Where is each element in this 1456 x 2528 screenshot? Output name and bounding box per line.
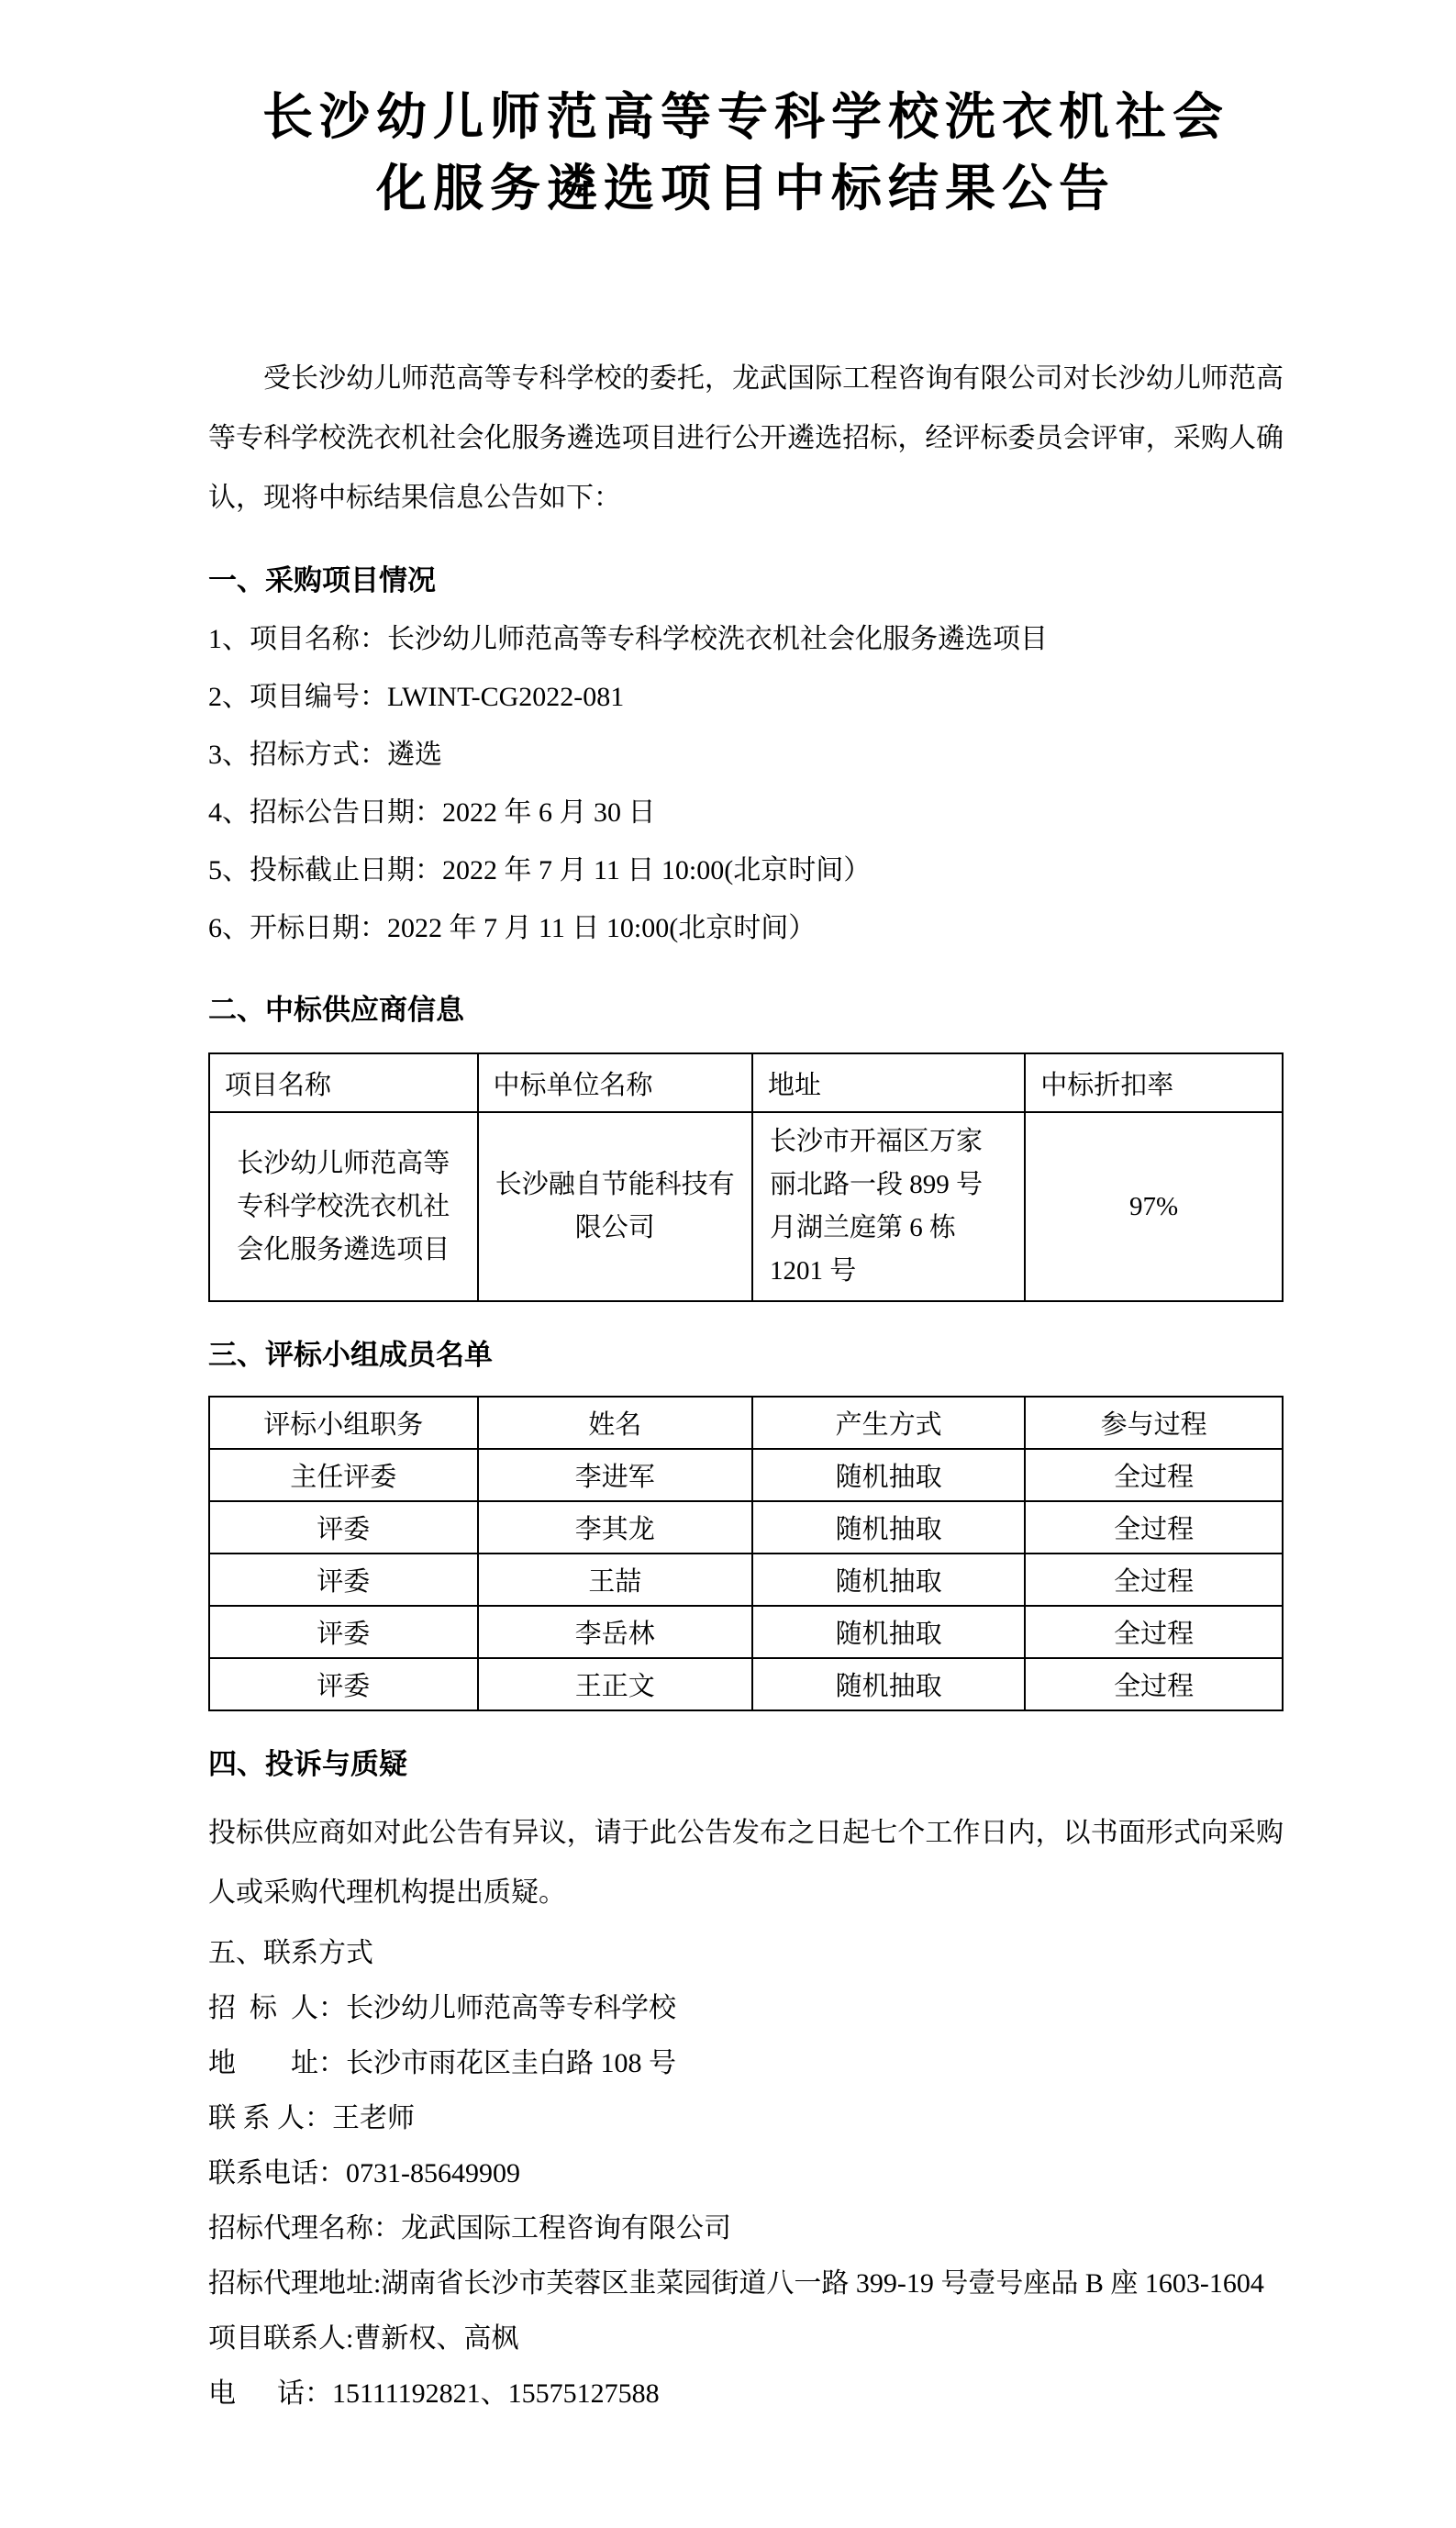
cell-role: 评委 <box>209 1554 478 1606</box>
table-header-row <box>209 1397 1283 1449</box>
contact-tenderer-address: 地 址：长沙市雨花区圭白路 108 号 <box>208 2048 676 2078</box>
cell-method: 随机抽取 <box>752 1554 1025 1606</box>
cell-participation: 全过程 <box>1025 1449 1283 1501</box>
cell-winner-name: 长沙融自节能科技有限公司 <box>478 1112 753 1301</box>
cell-participation: 全过程 <box>1025 1606 1283 1658</box>
cell-discount-rate: 97% <box>1025 1112 1283 1301</box>
winning-supplier-table <box>208 1052 1284 1302</box>
cell-address: 长沙市开福区万家丽北路一段 899 号月湖兰庭第 6 栋 1201 号 <box>752 1112 1025 1301</box>
committee-table <box>208 1396 1284 1711</box>
document-title-line-1: 长沙幼儿师范高等专科学校洗衣机社会 <box>261 88 1229 145</box>
procurement-items <box>208 610 1284 957</box>
cell-name: 李岳林 <box>478 1606 753 1658</box>
table-row <box>209 1606 1283 1658</box>
section-heading-complaints: 四、投诉与质疑 <box>208 1748 407 1780</box>
contact-person: 联 系 人：王老师 <box>208 2103 415 2133</box>
item-project-name: 1、项目名称：长沙幼儿师范高等专科学校洗衣机社会化服务遴选项目 <box>208 624 1048 654</box>
cell-participation: 全过程 <box>1025 1501 1283 1554</box>
item-announcement-date: 4、招标公告日期：2022 年 6 月 30 日 <box>208 797 656 828</box>
complaints-paragraph: 投标供应商如对此公告有异议，请于此公告发布之日起七个工作日内，以书面形式向采购人或采购代理机构提出质疑。 <box>208 1818 1284 1908</box>
header-discount-rate: 中标折扣率 <box>1025 1053 1283 1112</box>
contact-tenderer: 招 标 人：长沙幼儿师范高等专科学校 <box>208 1993 676 2023</box>
contact-agency-name: 招标代理名称：龙武国际工程咨询有限公司 <box>208 2213 731 2244</box>
table-row <box>209 1449 1283 1501</box>
cell-role: 评委 <box>209 1606 478 1658</box>
cell-project-name: 长沙幼儿师范高等专科学校洗衣机社会化服务遴选项目 <box>209 1112 478 1301</box>
header-name: 姓名 <box>478 1397 753 1449</box>
cell-method: 随机抽取 <box>752 1658 1025 1710</box>
contact-project-phone: 电 话：15111192821、15575127588 <box>208 2378 660 2409</box>
item-bid-deadline: 5、投标截止日期：2022 年 7 月 11 日 10:00(北京时间） <box>208 855 872 885</box>
header-project-name: 项目名称 <box>209 1053 478 1112</box>
cell-participation: 全过程 <box>1025 1658 1283 1710</box>
cell-name: 李进军 <box>478 1449 753 1501</box>
cell-name: 王正文 <box>478 1658 753 1710</box>
cell-method: 随机抽取 <box>752 1449 1025 1501</box>
table-row <box>209 1112 1283 1301</box>
table-row <box>209 1658 1283 1710</box>
contact-info <box>208 1981 1284 2422</box>
table-header-row <box>209 1053 1283 1112</box>
contact-project-contacts: 项目联系人:曹新权、高枫 <box>208 2323 519 2354</box>
header-participation: 参与过程 <box>1025 1397 1283 1449</box>
table-row <box>209 1554 1283 1606</box>
header-address: 地址 <box>752 1053 1025 1112</box>
cell-method: 随机抽取 <box>752 1606 1025 1658</box>
intro-paragraph: 受长沙幼儿师范高等专科学校的委托，龙武国际工程咨询有限公司对长沙幼儿师范高等专科学校洗衣机社会化服务遴选项目进行公开遴选招标，经评标委员会评审，采购人确认，现将中标结果信息公告如下： <box>208 363 1284 513</box>
contact-phone: 联系电话：0731-85649909 <box>208 2158 520 2188</box>
cell-name: 王喆 <box>478 1554 753 1606</box>
cell-name: 李其龙 <box>478 1501 753 1554</box>
header-committee-role: 评标小组职务 <box>209 1397 478 1449</box>
item-bid-opening-date: 6、开标日期：2022 年 7 月 11 日 10:00(北京时间） <box>208 913 817 943</box>
cell-role: 主任评委 <box>209 1449 478 1501</box>
cell-method: 随机抽取 <box>752 1501 1025 1554</box>
item-project-number: 2、项目编号：LWINT-CG2022-081 <box>208 682 625 712</box>
header-selection-method: 产生方式 <box>752 1397 1025 1449</box>
document-title-line-2: 化服务遴选项目中标结果公告 <box>375 160 1116 217</box>
cell-role: 评委 <box>209 1658 478 1710</box>
header-winner-name: 中标单位名称 <box>478 1053 753 1112</box>
section-heading-contact: 五、联系方式 <box>208 1938 373 1968</box>
section-heading-committee: 三、评标小组成员名单 <box>208 1339 493 1371</box>
contact-agency-address: 招标代理地址:湖南省长沙市芙蓉区韭菜园街道八一路 399-19 号壹号座品 B 座 1603-1604 <box>208 2268 1264 2299</box>
cell-participation: 全过程 <box>1025 1554 1283 1606</box>
document-title <box>208 81 1284 224</box>
section-heading-winning-supplier: 二、中标供应商信息 <box>208 994 464 1026</box>
table-row <box>209 1501 1283 1554</box>
section-heading-procurement-info: 一、采购项目情况 <box>208 564 436 596</box>
cell-role: 评委 <box>209 1501 478 1554</box>
item-bid-method: 3、招标方式：遴选 <box>208 740 442 770</box>
